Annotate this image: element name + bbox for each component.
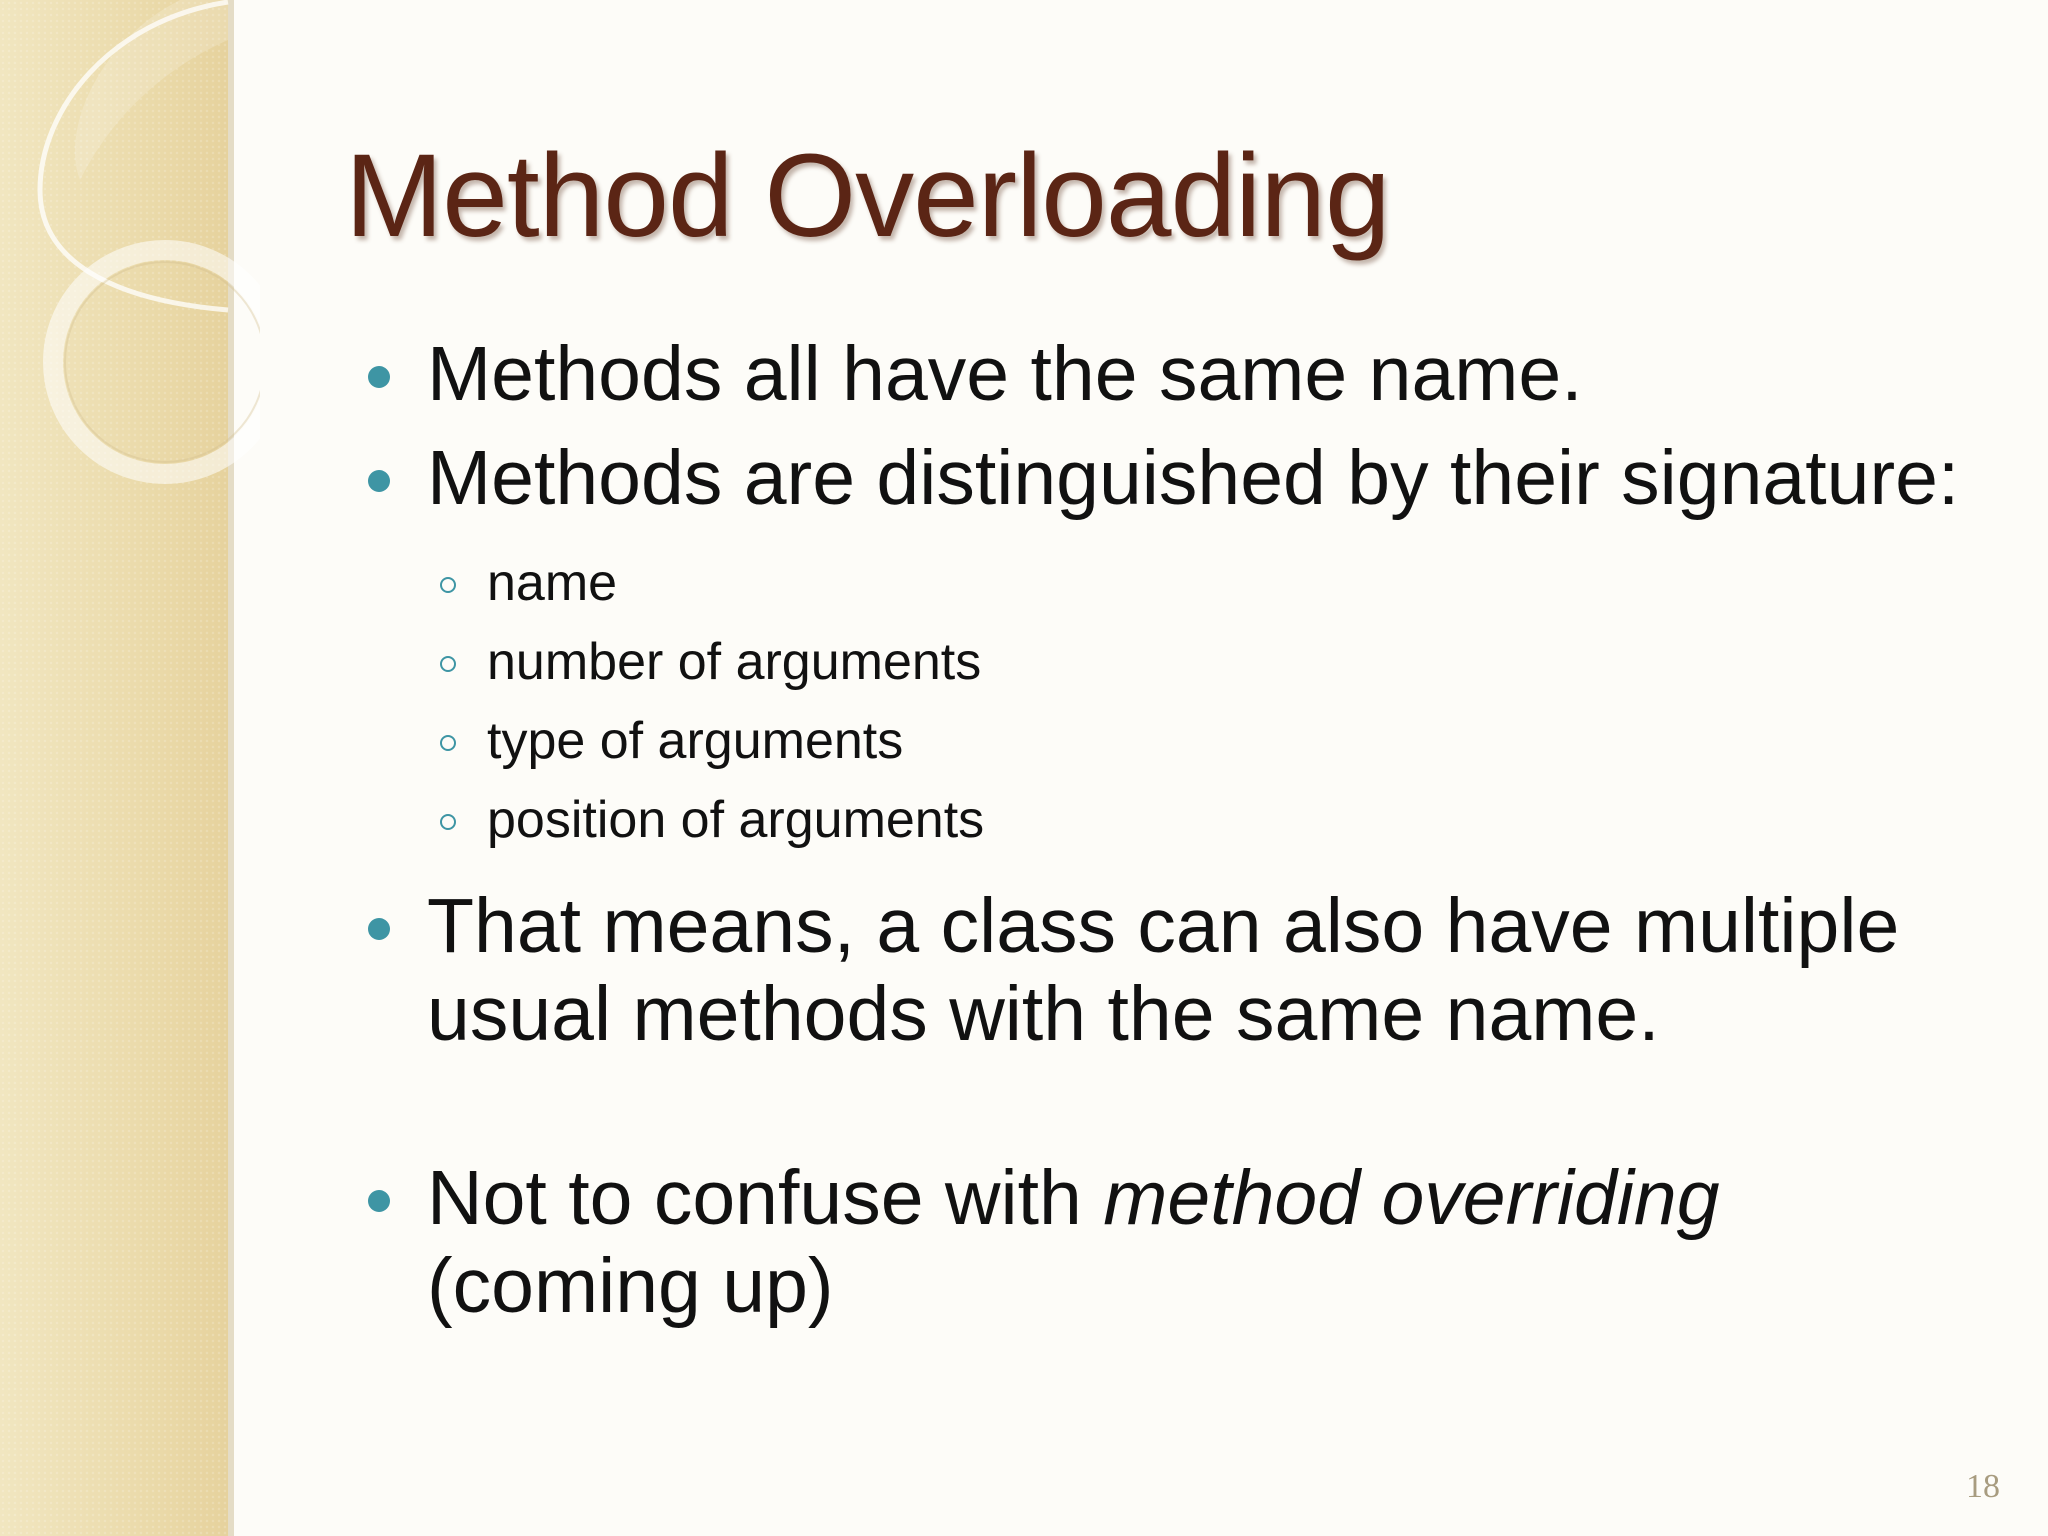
sub-bullet-ring-icon: [440, 577, 456, 593]
sub-bullet-text: name: [487, 554, 618, 612]
bullet-text: That means, a class can also have multiple usual methods with the same name.: [427, 883, 1900, 1057]
bullet-text-after: (coming up): [427, 1243, 834, 1329]
sub-bullet-text: type of arguments: [487, 712, 904, 770]
bullet-text-emphasis: method overriding: [1103, 1155, 1720, 1241]
sub-bullet-text: number of arguments: [487, 633, 982, 691]
decorative-rings: [0, 0, 260, 520]
sub-bullet-text: position of arguments: [487, 791, 985, 849]
bullet-list: [360, 330, 2010, 1346]
sub-bullet-item: [427, 702, 2010, 781]
sub-bullet-ring-icon: [440, 656, 456, 672]
sub-bullet-ring-icon: [440, 735, 456, 751]
bullet-text: Methods are distinguished by their signature:: [427, 435, 1960, 521]
bullet-dot-icon: [368, 1190, 390, 1212]
sub-bullet-item: [427, 623, 2010, 702]
small-ring-inner-edge: [65, 262, 260, 462]
bullet-text: Methods all have the same name.: [427, 331, 1583, 417]
bullet-dot-icon: [368, 366, 390, 388]
bullet-dot-icon: [368, 470, 390, 492]
bullet-item: [360, 434, 2010, 860]
bullet-item: [360, 330, 2010, 418]
small-ring: [53, 250, 260, 474]
sub-bullet-ring-icon: [440, 814, 456, 830]
bullet-text-before: Not to confuse with: [427, 1155, 1104, 1241]
bullet-item: [360, 882, 2010, 1058]
slide-title: Method Overloading: [345, 130, 1390, 262]
corner-light-wedge: [75, 0, 228, 180]
sub-bullet-list: [427, 544, 2010, 860]
sub-bullet-item: [427, 781, 2010, 860]
bullet-item: [360, 1154, 2010, 1330]
spacer: [360, 1074, 2010, 1154]
sub-bullet-item: [427, 544, 2010, 623]
bullet-dot-icon: [368, 918, 390, 940]
slide-number: 18: [1966, 1468, 2000, 1505]
